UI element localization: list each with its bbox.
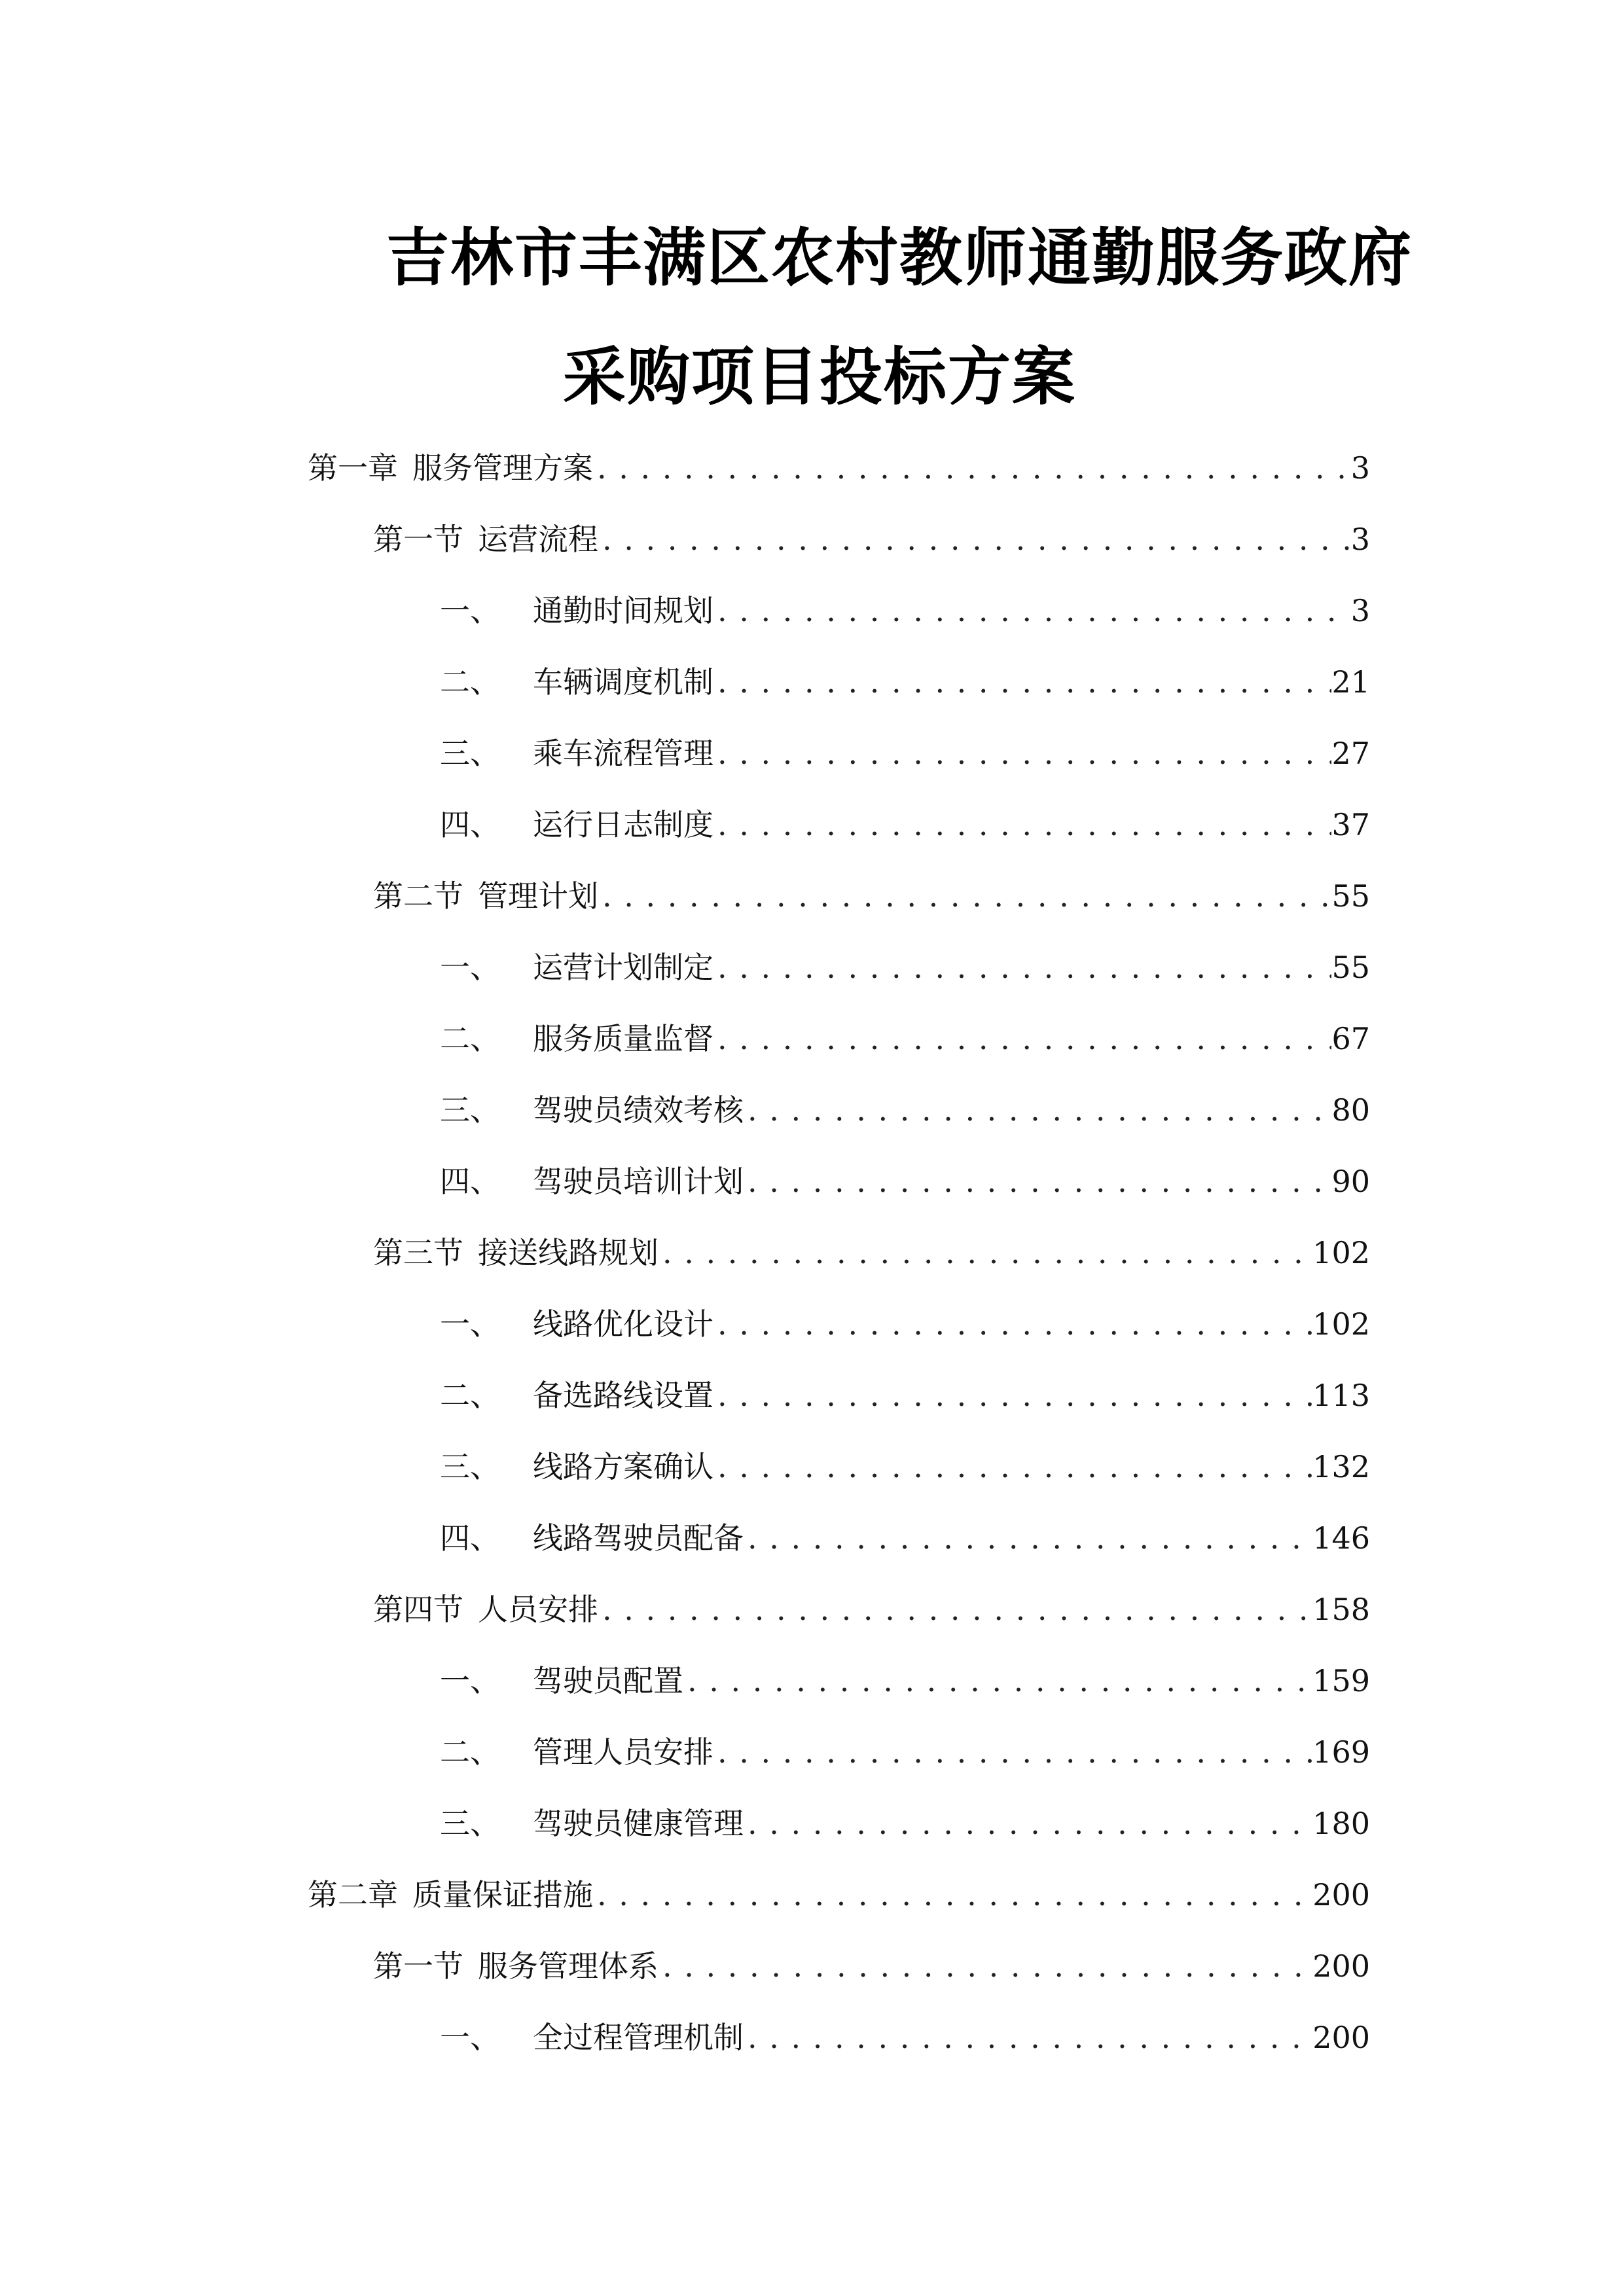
- toc-entry[interactable]: [440, 730, 1370, 776]
- toc-entry-label: [308, 445, 597, 491]
- toc-dot-leader: [717, 802, 1331, 848]
- toc-entry-title: 车辆调度机制: [533, 664, 713, 700]
- toc-entry-label: [440, 730, 717, 776]
- toc-entry-title: 管理人员安排: [533, 1734, 713, 1770]
- toc-entry-title: 通勤时间规划: [533, 593, 713, 628]
- toc-page-number: 200: [1312, 1948, 1370, 1984]
- toc-entry-number: 一、: [440, 1306, 500, 1342]
- toc-page-number: 80: [1331, 1092, 1370, 1128]
- toc-dot-leader: [717, 1729, 1312, 1775]
- toc-entry[interactable]: [373, 873, 1370, 919]
- toc-entry-number: 一、: [440, 1663, 500, 1698]
- toc-entry[interactable]: [440, 1301, 1370, 1347]
- toc-page-number: 200: [1312, 2020, 1370, 2055]
- toc-dot-leader: [717, 1444, 1312, 1490]
- toc-entry-label: [440, 1087, 748, 1133]
- toc-entry-title: 管理计划: [478, 878, 598, 914]
- toc-entry-number: 四、: [440, 1164, 500, 1199]
- toc-page-number: 90: [1331, 1164, 1370, 1199]
- toc-dot-leader: [717, 1372, 1312, 1418]
- toc-entry[interactable]: [440, 1729, 1370, 1775]
- toc-dot-leader: [602, 516, 1351, 562]
- toc-entry-title: 乘车流程管理: [533, 736, 713, 771]
- toc-entry-label: [440, 1658, 687, 1704]
- toc-entry-label: [440, 588, 717, 634]
- toc-entry-number: 第四节: [373, 1592, 463, 1627]
- toc-entry[interactable]: [373, 1230, 1370, 1276]
- toc-page-number: 67: [1331, 1021, 1370, 1056]
- toc-dot-leader: [717, 944, 1331, 990]
- toc-entry-title: 驾驶员健康管理: [533, 1806, 744, 1841]
- toc-dot-leader: [748, 1515, 1312, 1561]
- toc-entry-title: 质量保证措施: [412, 1877, 593, 1912]
- toc-entry-title: 备选路线设置: [533, 1378, 713, 1413]
- toc-entry-label: [440, 802, 717, 848]
- document-title-line-1: 吉林市丰满区农村教师通勤服务政府: [386, 221, 1413, 295]
- toc-entry-number: 第一章: [308, 450, 398, 486]
- toc-entry-number: 四、: [440, 1520, 500, 1556]
- toc-entry-number: 一、: [440, 950, 500, 985]
- toc-page-number: 3: [1350, 593, 1370, 628]
- toc-dot-leader: [748, 1801, 1312, 1846]
- toc-entry-title: 人员安排: [478, 1592, 598, 1627]
- toc-dot-leader: [717, 1016, 1331, 1062]
- toc-entry-number: 三、: [440, 1806, 500, 1841]
- toc-entry[interactable]: [373, 1587, 1370, 1632]
- toc-entry[interactable]: [440, 2015, 1370, 2060]
- toc-entry-label: [373, 1943, 662, 1989]
- toc-entry-title: 运营计划制定: [533, 950, 713, 985]
- toc-entry-number: 三、: [440, 736, 500, 771]
- toc-dot-leader: [602, 873, 1331, 919]
- toc-page-number: 180: [1312, 1806, 1370, 1841]
- toc-entry-label: [373, 1587, 602, 1632]
- toc-entry-label: [373, 873, 602, 919]
- toc-page-number: 159: [1312, 1663, 1370, 1698]
- toc-page-number: 21: [1331, 664, 1370, 700]
- toc-entry-label: [440, 1444, 717, 1490]
- toc-entry-number: 第二章: [308, 1877, 398, 1912]
- toc-page-number: 37: [1331, 807, 1370, 842]
- toc-page-number: 169: [1312, 1734, 1370, 1770]
- toc-page-number: 158: [1312, 1592, 1370, 1627]
- toc-entry-label: [440, 944, 717, 990]
- toc-dot-leader: [717, 588, 1351, 634]
- toc-page-number: 146: [1312, 1520, 1370, 1556]
- toc-dot-leader: [748, 1158, 1331, 1204]
- toc-entry-number: 三、: [440, 1092, 500, 1128]
- toc-page-number: 102: [1312, 1306, 1370, 1342]
- toc-dot-leader: [662, 1943, 1312, 1989]
- toc-entry-number: 二、: [440, 664, 500, 700]
- toc-entry[interactable]: [440, 588, 1370, 634]
- toc-entry[interactable]: [440, 1372, 1370, 1418]
- toc-entry-label: [440, 659, 717, 705]
- toc-entry-number: 二、: [440, 1021, 500, 1056]
- toc-entry-title: 线路优化设计: [533, 1306, 713, 1342]
- toc-dot-leader: [597, 445, 1351, 491]
- toc-page-number: 102: [1312, 1235, 1370, 1270]
- toc-entry[interactable]: [440, 659, 1370, 705]
- toc-dot-leader: [687, 1658, 1312, 1704]
- toc-entry[interactable]: [440, 1016, 1370, 1062]
- toc-entry-title: 运行日志制度: [533, 807, 713, 842]
- toc-entry[interactable]: [440, 944, 1370, 990]
- toc-dot-leader: [602, 1587, 1312, 1632]
- toc-dot-leader: [748, 2015, 1312, 2060]
- toc-entry-number: 四、: [440, 807, 500, 842]
- toc-entry-label: [440, 1016, 717, 1062]
- toc-entry[interactable]: [440, 1444, 1370, 1490]
- toc-entry[interactable]: [440, 1515, 1370, 1561]
- toc-page-number: 113: [1312, 1378, 1370, 1413]
- toc-entry-label: [440, 1158, 748, 1204]
- toc-entry-number: 三、: [440, 1449, 500, 1484]
- toc-entry-title: 服务质量监督: [533, 1021, 713, 1056]
- toc-entry-label: [440, 1301, 717, 1347]
- toc-dot-leader: [597, 1872, 1312, 1918]
- toc-page-number: 200: [1312, 1877, 1370, 1912]
- toc-page-number: 132: [1312, 1449, 1370, 1484]
- toc-entry-number: 第三节: [373, 1235, 463, 1270]
- toc-dot-leader: [717, 730, 1331, 776]
- toc-entry[interactable]: [308, 445, 1370, 491]
- toc-entry-title: 线路驾驶员配备: [533, 1520, 744, 1556]
- toc-entry-label: [308, 1872, 597, 1918]
- toc-entry-number: 一、: [440, 593, 500, 628]
- toc-entry[interactable]: [440, 1158, 1370, 1204]
- toc-entry-label: [440, 1515, 748, 1561]
- toc-entry-title: 驾驶员绩效考核: [533, 1092, 744, 1128]
- toc-entry-title: 驾驶员培训计划: [533, 1164, 744, 1199]
- toc-page-number: 27: [1331, 736, 1370, 771]
- toc-entry-label: [440, 2015, 748, 2060]
- toc-dot-leader: [717, 659, 1331, 705]
- document-title-line-2: 采购项目投标方案: [563, 340, 1076, 414]
- toc-entry-title: 服务管理方案: [412, 450, 593, 486]
- toc-dot-leader: [717, 1301, 1312, 1347]
- toc-dot-leader: [748, 1087, 1331, 1133]
- toc-page-number: 3: [1350, 522, 1370, 557]
- toc-page-number: 55: [1331, 878, 1370, 914]
- toc-entry[interactable]: [373, 1943, 1370, 1989]
- toc-entry-title: 服务管理体系: [478, 1948, 659, 1984]
- toc-entry-number: 一、: [440, 2020, 500, 2055]
- toc-entry-number: 第一节: [373, 522, 463, 557]
- toc-entry-number: 二、: [440, 1378, 500, 1413]
- toc-entry-title: 驾驶员配置: [533, 1663, 683, 1698]
- toc-entry-title: 全过程管理机制: [533, 2020, 744, 2055]
- toc-entry[interactable]: [440, 1087, 1370, 1133]
- toc-entry[interactable]: [440, 1658, 1370, 1704]
- toc-entry[interactable]: [373, 516, 1370, 562]
- toc-entry-label: [440, 1372, 717, 1418]
- toc-page-number: 55: [1331, 950, 1370, 985]
- toc-entry-label: [440, 1801, 748, 1846]
- toc-entry-label: [373, 516, 602, 562]
- toc-entry-title: 线路方案确认: [533, 1449, 713, 1484]
- toc-entry-title: 运营流程: [478, 522, 598, 557]
- toc-page-number: 3: [1350, 450, 1370, 486]
- toc-entry-number: 二、: [440, 1734, 500, 1770]
- toc-dot-leader: [662, 1230, 1312, 1276]
- toc-entry-number: 第二节: [373, 878, 463, 914]
- toc-entry-title: 接送线路规划: [478, 1235, 659, 1270]
- toc-entry-label: [440, 1729, 717, 1775]
- toc-entry[interactable]: [440, 802, 1370, 848]
- toc-entry-label: [373, 1230, 662, 1276]
- toc-entry[interactable]: [308, 1872, 1370, 1918]
- toc-entry[interactable]: [440, 1801, 1370, 1846]
- toc-entry-number: 第一节: [373, 1948, 463, 1984]
